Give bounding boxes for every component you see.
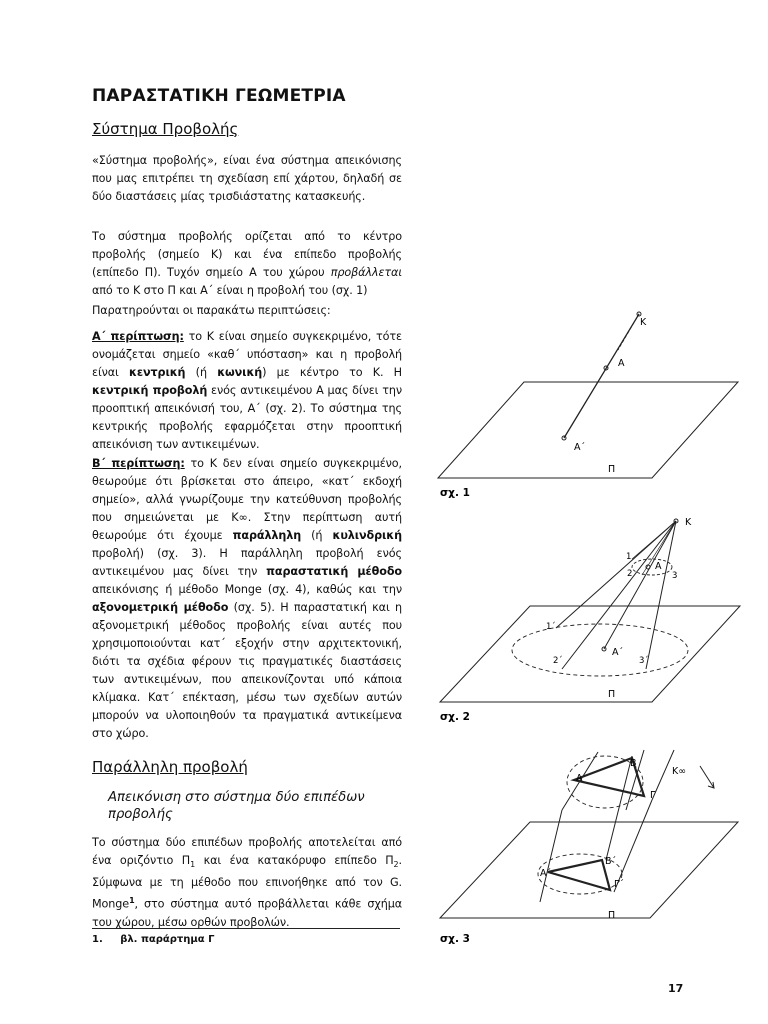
text-run: . Σύμφωνα με τη μέθοδο που επινοήθηκε από τον G. Monge xyxy=(92,854,402,911)
figure-3 xyxy=(430,740,750,950)
label-k: Κ xyxy=(640,317,647,328)
footnote-marker: 1 xyxy=(129,896,135,906)
figure-1 xyxy=(430,300,750,500)
bold-run: παράλληλη xyxy=(232,529,302,542)
case-a-label: Α΄ περίπτωση: xyxy=(92,330,184,343)
subscript: 1 xyxy=(190,860,196,870)
text-run: (ή xyxy=(185,366,218,379)
label-k-infinity: Κ∞ xyxy=(672,766,687,777)
label-plane: Π xyxy=(608,464,616,475)
caption-figure-1: σχ. 1 xyxy=(440,487,470,499)
label-1-prime: 1΄ xyxy=(546,622,556,632)
label-g-prime: Γ΄ xyxy=(614,879,625,890)
figure-2 xyxy=(430,505,750,725)
section-heading-projection-system: Σύστημα Προβολής xyxy=(92,120,239,138)
caption-figure-2: σχ. 2 xyxy=(440,711,470,723)
label-b-prime: Β΄ xyxy=(605,856,617,867)
label-a-prime: Α΄ xyxy=(612,647,624,658)
label-a-prime: Α΄ xyxy=(574,442,586,453)
text-run: ενός αντικειμένου Α μας δίνει την προοπτική απεικόνισή του, Α΄ (σχ. 2). Το σύστημα της κεντρικής προβολής εφαρμόζεται στην προοπτική απεικόνιση των αντικειμένων. xyxy=(92,384,402,451)
label-3: 3 xyxy=(672,571,678,581)
ray-g-top xyxy=(652,750,674,800)
case-b-label: Β΄ περίπτωση: xyxy=(92,457,185,470)
paragraph-two-planes xyxy=(92,834,402,932)
footnote-divider xyxy=(92,928,400,929)
label-plane: Π xyxy=(608,689,616,700)
text-run: απεικόνισης ή μέθοδο Monge (σχ. 4), καθώς και την xyxy=(92,583,402,596)
label-k: Κ xyxy=(685,517,692,528)
label-1: 1 xyxy=(626,552,632,562)
text-run: και ένα κατακόρυφο επίπεδο Π xyxy=(195,854,394,867)
caption-figure-3: σχ. 3 xyxy=(440,933,470,945)
paragraph-cases-intro: Παρατηρούνται οι παρακάτω περιπτώσεις: xyxy=(92,304,331,317)
footnote-text: βλ. παράρτημα Γ xyxy=(120,934,215,945)
footnote xyxy=(92,934,215,945)
page-number: 17 xyxy=(668,982,684,995)
direction-arrow xyxy=(700,766,714,788)
bold-run: κεντρική xyxy=(129,366,186,379)
projection-plane xyxy=(440,606,740,702)
projection-ray-dashed xyxy=(618,314,639,350)
italic-run: προβάλλεται xyxy=(330,266,402,279)
label-2-prime: 2΄ xyxy=(553,656,563,666)
label-a-prime: Α΄ xyxy=(540,868,552,879)
ray-center xyxy=(604,521,676,649)
label-plane: Π xyxy=(608,910,616,921)
label-3-prime: 3΄ xyxy=(639,656,649,666)
paragraph-center-and-plane xyxy=(92,228,402,300)
bold-run: κωνική xyxy=(217,366,263,379)
footnote-number: 1. xyxy=(92,934,103,945)
bold-run: αξονομετρική μέθοδο xyxy=(92,601,229,614)
text-run: το Κ δεν είναι σημείο συγκεκριμένο, θεωρούμε ότι βρίσκεται στο άπειρο, «κατ΄ εκδοχή σημείο», αλλά γνωρίζουμε την κατεύθυνση προβολής που σημειώνεται με Κ∞. Στην περίπτωση αυτή θεωρούμε ότι έχουμε xyxy=(92,457,402,542)
projected-triangle xyxy=(548,860,610,890)
label-g: Γ xyxy=(650,790,656,801)
paragraph-case-b xyxy=(92,455,402,743)
label-2: 2 xyxy=(627,569,633,579)
projection-plane xyxy=(438,382,738,478)
label-a: Α xyxy=(618,358,625,369)
projection-plane xyxy=(440,822,738,918)
paragraph-case-a xyxy=(92,328,402,454)
page-title: ΠΑΡΑΣΤΑΤΙΚΗ ΓΕΩΜΕΤΡΙΑ xyxy=(92,86,346,106)
text-run: Το σύστημα προβολής ορίζεται από το κέντρο προβολής (σημείο Κ) και ένα επίπεδο προβολής (επίπεδο Π). Τυχόν σημείο Α του χώρου xyxy=(92,230,402,279)
paragraph-definition: «Σύστημα προβολής», είναι ένα σύστημα απεικόνισης που μας επιτρέπει τη σχεδίαση επί χάρτου, δηλαδή σε δύο διαστάσεις μίας τρισδιάστατης κατασκευής. xyxy=(92,154,402,203)
label-b: Β xyxy=(630,758,637,769)
text-run: (σχ. 5). Η παραστατική και η αξονομετρική μέθοδος προβολής είναι αυτές που χρησιμοποιούνται κατ΄ εξοχήν στην αρχιτεκτονική, διότι τα σχέδια φέρουν τις πραγματικές διαστάσεις των αντικειμένων, που απεικονίζονται υπό κάποια κλίμακα. Κατ΄ επέκταση, μέσω των σχεδίων αυτών μπορούν να υλοποιηθούν τα πραγματικά αντικείμενα στο χώρο. xyxy=(92,601,402,740)
text-run: (ή xyxy=(301,529,333,542)
bold-run: παραστατική μέθοδο xyxy=(266,565,402,578)
text-run: από το Κ στο Π και Α΄ είναι η προβολή του (σχ. 1) xyxy=(92,284,368,297)
projected-circle xyxy=(512,624,688,676)
label-a: Α xyxy=(655,561,662,572)
section-heading-parallel-projection: Παράλληλη προβολή xyxy=(92,758,248,776)
label-a: Α xyxy=(576,773,583,784)
text-run: , στο σύστημα αυτό προβάλλεται κάθε σχήμα του χώρου, μέσω ορθών προβολών. xyxy=(92,897,402,929)
bold-run: κεντρική προβολή xyxy=(92,384,208,397)
text-run: το Κ είναι σημείο συγκεκριμένο, τότε ονομάζεται σημείο «καθ΄ υπόσταση» και η προβολή είναι xyxy=(92,330,402,379)
subheading-two-planes: Απεικόνιση στο σύστημα δύο επιπέδων προβολής xyxy=(108,790,365,822)
bold-run: κυλινδρική xyxy=(332,529,402,542)
text-run: Το σύστημα δύο επιπέδων προβολής αποτελείται από ένα οριζόντιο Π xyxy=(92,836,402,867)
text-run: προβολή) (σχ. 3). Η παράλληλη προβολή ενός αντικειμένου μας δίνει την xyxy=(92,547,402,578)
subscript: 2 xyxy=(393,860,399,870)
text-run: ) με κέντρο το Κ. Η xyxy=(262,366,402,379)
